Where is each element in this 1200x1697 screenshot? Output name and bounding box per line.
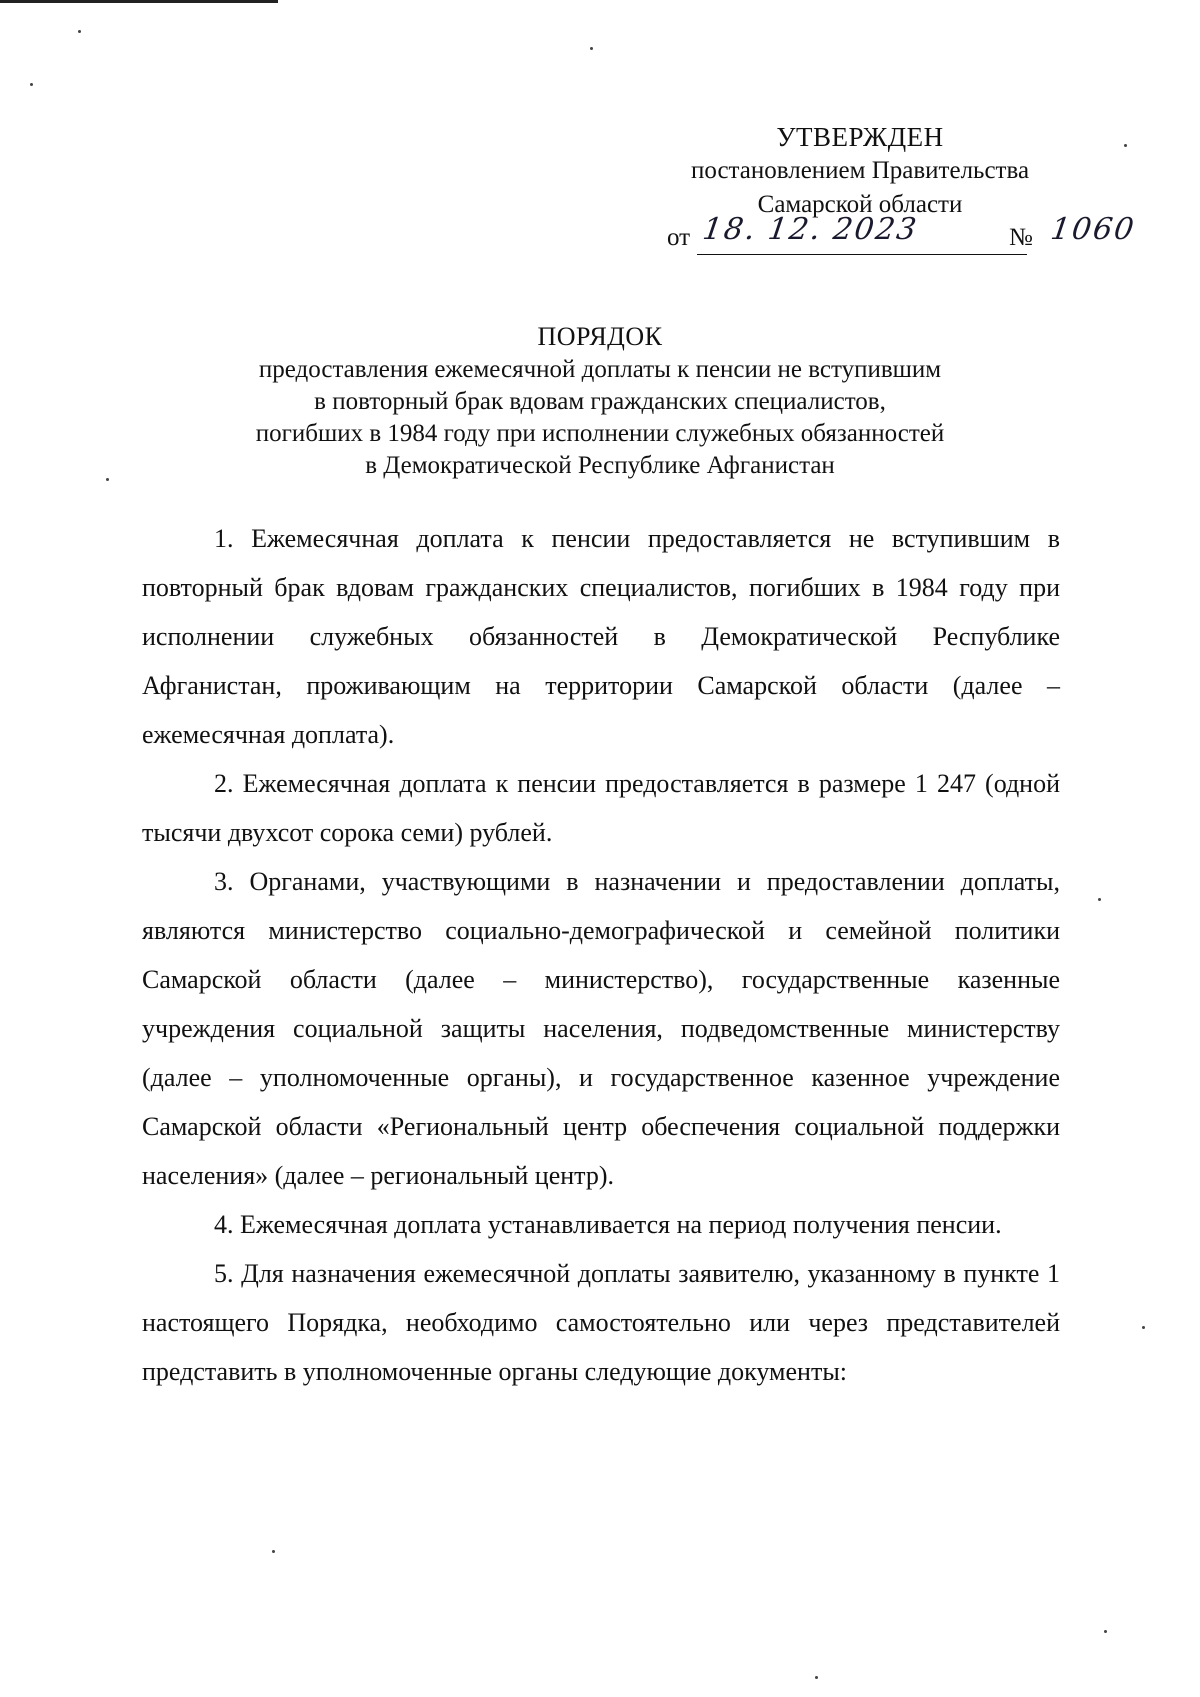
- subtitle-line: в Демократической Республике Афганистан: [365, 452, 835, 479]
- paragraph-2: 2. Ежемесячная доплата к пенсии предоставляется в размере 1 247 (одной тысячи двухсот сорока семи) рублей.: [142, 769, 1060, 847]
- approval-line-1: постановлением Правительства: [690, 157, 1030, 184]
- scan-speck: [1098, 898, 1101, 901]
- paragraph-1: 1. Ежемесячная доплата к пенсии предоставляется не вступившим в повторный брак вдовам гражданских специалистов, погибших в 1984 году при исполнении служебных обязанностей в Демократической Республике Афганистан, проживающим на территории Самарской области (далее – ежемесячная доплата).: [142, 524, 1060, 749]
- scan-speck: [1124, 144, 1127, 147]
- subtitle-line: в повторный брак вдовам гражданских специалистов,: [314, 388, 886, 415]
- approval-line-2: Самарской области: [757, 191, 963, 218]
- date-field: [697, 212, 1027, 255]
- scan-speck: [1104, 1630, 1107, 1633]
- approval-title: УТВЕРЖДЕН: [776, 122, 944, 152]
- subtitle-line: погибших в 1984 году при исполнении служебных обязанностей: [255, 420, 945, 447]
- paragraph-4: 4. Ежемесячная доплата устанавливается на период получения пенсии.: [214, 1210, 1002, 1239]
- scan-speck: [272, 1550, 275, 1553]
- document-body: [142, 514, 1060, 1396]
- date-prefix: от: [667, 224, 691, 251]
- document-subtitle: [160, 354, 1040, 482]
- scan-speck: [78, 30, 81, 33]
- approval-date-row: [667, 212, 1138, 256]
- paragraph-3: 3. Органами, участвующими в назначении и предоставлении доплаты, являются министерство социально-демографической и семейной политики Самарской области (далее – министерство), государственные казенные учреждения социальной защиты населения, подведомственные министерству (далее – уполномоченные органы), и государственное казенное учреждение Самарской области «Региональный центр обеспечения социальной поддержки населения» (далее – региональный центр).: [142, 867, 1060, 1190]
- document-title: ПОРЯДОК: [537, 322, 663, 351]
- subtitle-line: предоставления ежемесячной доплаты к пенсии не вступившим: [258, 356, 942, 383]
- scan-speck: [590, 47, 593, 50]
- paragraph-5: 5. Для назначения ежемесячной доплаты заявителю, указанному в пункте 1 настоящего Порядка, необходимо самостоятельно или через представителей представить в уполномоченные органы следующие документы:: [142, 1259, 1060, 1386]
- handwritten-date: 18. 12. 2023: [700, 212, 921, 247]
- top-border-line: [0, 0, 278, 3]
- scan-speck: [106, 478, 109, 481]
- scan-speck: [1142, 1326, 1145, 1329]
- number-label: №: [1009, 224, 1033, 251]
- scan-speck: [815, 1676, 818, 1679]
- approval-stamp-block: [600, 120, 1120, 222]
- number-field: [1045, 212, 1138, 254]
- scan-speck: [30, 83, 33, 86]
- handwritten-number: 1060: [1048, 212, 1138, 247]
